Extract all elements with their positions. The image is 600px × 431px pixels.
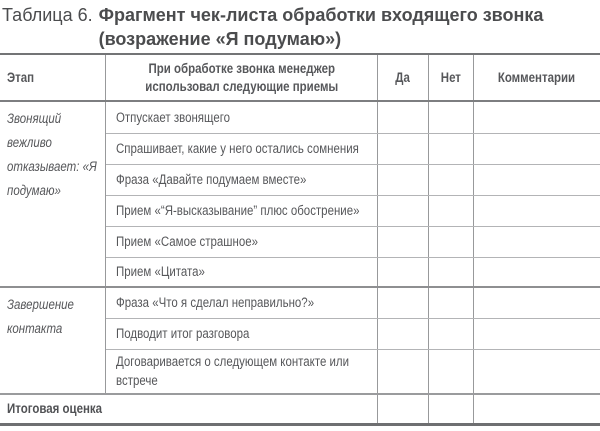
technique-cell: Прием «“Я-высказывание” плюс обострение» [105, 195, 377, 226]
technique-cell: Спрашивает, какие у него остались сомнения [105, 133, 377, 164]
checklist-table [0, 53, 600, 426]
technique-cell: Фраза «Давайте подумаем вместе» [105, 164, 377, 195]
comment-cell [473, 287, 600, 318]
comment-cell [473, 349, 600, 394]
header-no: Нет [428, 54, 473, 101]
technique-cell: Фраза «Что я сделал неправильно?» [105, 287, 377, 318]
no-cell [428, 226, 473, 257]
total-score-label-cell: Итоговая оценка [0, 394, 377, 424]
total-score-row [0, 394, 600, 424]
comment-cell [473, 226, 600, 257]
no-cell [428, 133, 473, 164]
stage-cell-group2: Завершение контакта [0, 287, 105, 394]
yes-cell [377, 195, 428, 226]
header-comments: Комментарии [473, 54, 600, 101]
technique-cell: Договаривается о следующем контакте или встрече [105, 349, 377, 394]
comment-cell [473, 394, 600, 424]
header-row [0, 54, 600, 101]
yes-cell [377, 257, 428, 287]
table-caption-number: Таблица 6. [2, 5, 93, 25]
table-caption-title [99, 3, 544, 51]
technique-cell: Прием «Цитата» [105, 257, 377, 287]
yes-cell [377, 164, 428, 195]
comment-cell [473, 257, 600, 287]
yes-cell [377, 133, 428, 164]
stage-cell-group1: Звонящий вежливо отказывает: «Я подумаю» [0, 101, 105, 287]
no-cell [428, 101, 473, 133]
no-cell [428, 394, 473, 424]
comment-cell [473, 164, 600, 195]
technique-cell: Прием «Самое страшное» [105, 226, 377, 257]
comment-cell [473, 101, 600, 133]
comment-cell [473, 133, 600, 164]
no-cell [428, 318, 473, 349]
yes-cell [377, 318, 428, 349]
technique-cell: Подводит итог разговора [105, 318, 377, 349]
table-row [0, 101, 600, 133]
table-row [0, 287, 600, 318]
yes-cell [377, 394, 428, 424]
no-cell [428, 349, 473, 394]
no-cell [428, 195, 473, 226]
no-cell [428, 257, 473, 287]
comment-cell [473, 195, 600, 226]
technique-cell: Отпускает звонящего [105, 101, 377, 133]
yes-cell [377, 101, 428, 133]
table-caption [0, 0, 600, 53]
yes-cell [377, 287, 428, 318]
table-caption-line1: Фрагмент чек-листа обработки входящего звонка [98, 5, 544, 25]
comment-cell [473, 318, 600, 349]
yes-cell [377, 226, 428, 257]
yes-cell [377, 349, 428, 394]
table-caption-line2: (возражение «Я подумаю») [98, 29, 342, 49]
header-yes: Да [377, 54, 428, 101]
header-stage: Этап [0, 54, 105, 101]
header-technique: При обработке звонка менеджер использовал следующие приемы [105, 54, 377, 101]
no-cell [428, 287, 473, 318]
no-cell [428, 164, 473, 195]
